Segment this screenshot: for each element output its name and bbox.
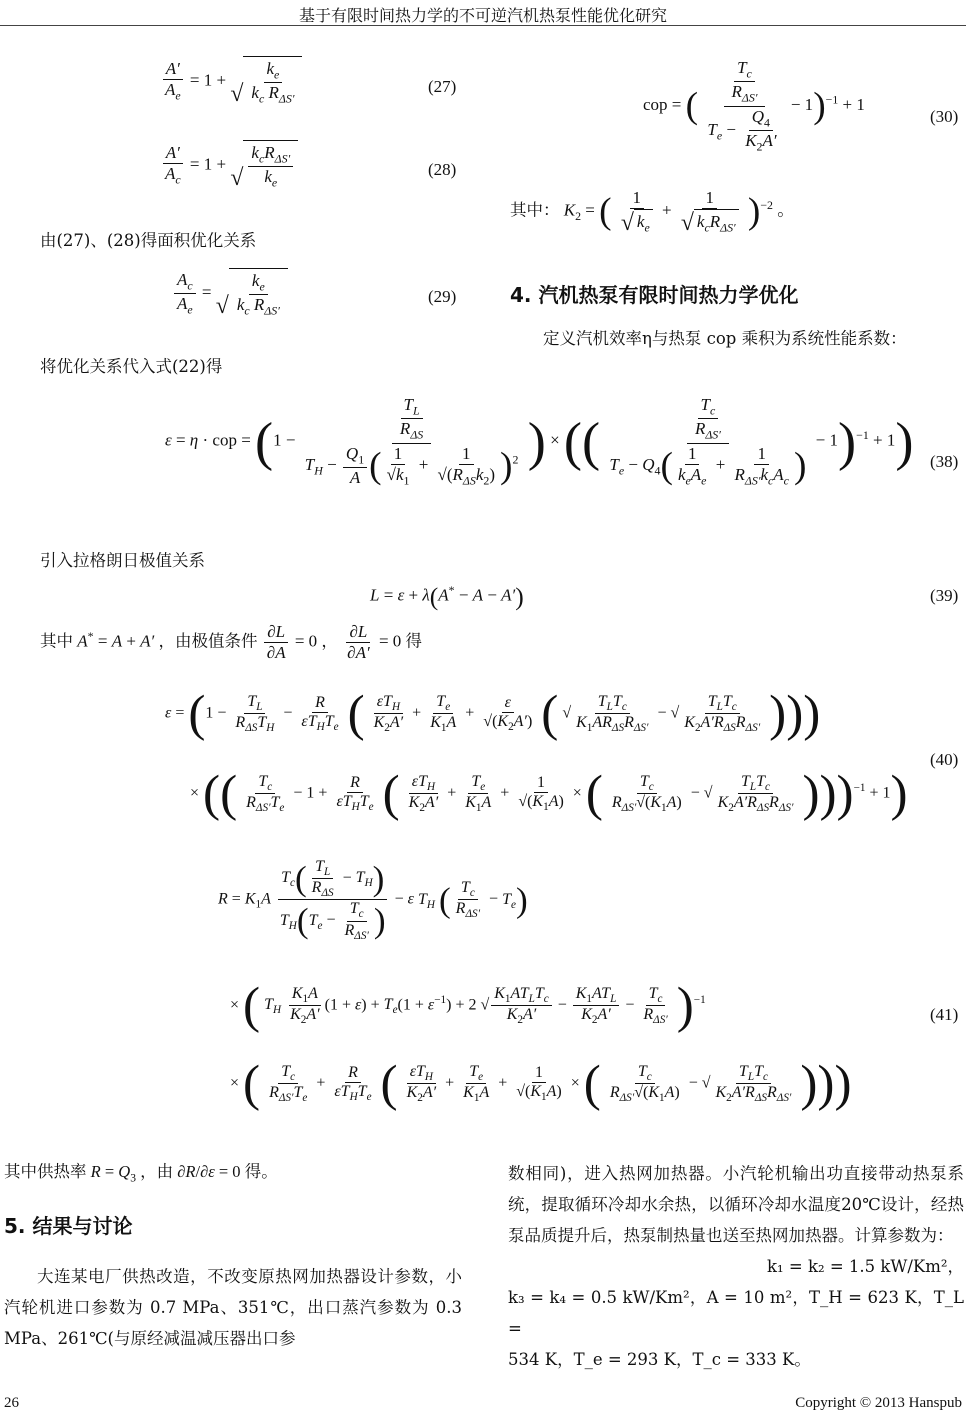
text-after-29: 将优化关系代入式(22)得	[40, 357, 223, 376]
section-5-left-text: 大连某电厂供热改造，不改变原热网加热器设计参数，小汽轮机进口参数为 0.7 MPa、351℃，出口蒸汽参数为 0.3 MPa、261℃(与原经减温减压器出口参	[4, 1267, 462, 1348]
equation-40-line1: ε = (1 − $\frac{T_L}{R_{\Delta S}T_H}$ − $\frac{R}{\varepsilon T_HT_e}$ ( $\frac{\varepsilon T_H}{K_2A'}$ + $\frac{T_e}{K_1A}$ + $\frac{\varepsilon}{√(K_2A')}$ ( √ $\frac{T_LT_c}{K_1AR_{\Delta S}R_{\Delta S'}}$ − √ $\frac{T_LT_c}{K_2A'R_{\Delta S}R_{\Delta S'}}$ )))	[165, 685, 821, 742]
running-header: 基于有限时间热力学的不可逆汽机热泵性能优化研究	[298, 6, 667, 25]
section-4-title: 4. 汽机热泵有限时间热力学优化	[510, 283, 799, 307]
extremum-condition-line: 其中 A* = A + A′ ，由极值条件 $\frac{\partial L}{\partial A}$ = 0 ， $\frac{\partial L}{\partial A'}$ = 0 得	[40, 622, 423, 662]
eq-number-41: (41)	[930, 1005, 959, 1024]
equation-41-line2: × ( $T_H$ $\frac{K_1A}{K_2A'}$ $(1 + \varepsilon) + T_e(1 + \varepsilon^{-1}) + 2$ √ $\frac{K_1AT_LT_c}{K_2A'}$ − $\frac{K_1AT_L}{K_2A'}$ − $\frac{T_c}{R_{\Delta S'}}$ )$^{-1}$	[230, 977, 706, 1034]
equation-40-line2: × (( $\frac{T_c}{R_{\Delta S'}T_e}$ − 1 + $\frac{R}{\varepsilon T_HT_e}$ ( $\frac{\varepsilon T_H}{K_2A'}$ + $\frac{T_e}{K_1A}$ + $\frac{1}{√(K_1A)}$ × ( $\frac{T_c}{R_{\Delta S'}√(K_1A)}$ − √ $\frac{T_LT_c}{K_2A'R_{\Delta S}R_{\Delta S'}}$ )))$^{-1}$ + 1)	[190, 765, 908, 822]
lagrange-intro: 引入拉格朗日极值关系	[40, 551, 205, 570]
equation-38: ε = η · cop = (1 − $\frac{T_L}{R_{\Delta S}}$ $T_H$ − $\frac{Q_1}{A}$ ( $\frac{1}{√k_1}$ + $\frac{1}{√(R_{\Delta S}k_2)}$ )$^2$ ) × (( $\frac{T_c}{R_{\Delta S'}}$ $T_e - Q_4$( $\frac{1}{k_eA_e}$ + $\frac{1}{R_{\Delta S'}k_cA_c}$ ) − 1)$^{-1}$ + 1)	[165, 395, 914, 488]
equation-39: L = ε + λ(A* − A − A′)	[370, 582, 524, 611]
heat-supply-suffix: 得。	[244, 1162, 278, 1181]
equation-29: $\frac{A_c}{A_e}$ = √ $\frac{k_e}{k_c R_{\Delta S'}}$	[172, 268, 288, 319]
section-5-left-paragraph	[4, 1261, 462, 1354]
extremum-suffix: 得	[405, 631, 423, 651]
text-area-relation	[40, 225, 470, 256]
copyright: Copyright © 2013 Hanspub	[795, 1395, 962, 1411]
eq-number-40: (40)	[930, 750, 959, 769]
section-5-title: 5. 结果与讨论	[4, 1214, 133, 1238]
extremum-mid: ，由极值条件	[158, 631, 258, 651]
section-5-right-text: 数相同)，进入热网加热器。小汽轮机输出功直接带动热泵系统，提取循环冷却水余热，以循环冷却水温度20℃设计，经热泵品质提升后，热泵制热量也送至热网加热器。计算参数为：	[508, 1164, 964, 1245]
eq-number-29: (29)	[428, 287, 457, 306]
equation-28: $\frac{A'}{A_c}$ = 1 + √ $\frac{k_cR_{\Delta S'}}{k_e}$	[160, 140, 298, 191]
equation-41-line1: $R = K_1A$ $T_c$( $\frac{T_L}{R_{\Delta S}}$ − $T_H$) $T_H(T_e$ − $\frac{T_c}{R_{\Delta S'}}$ ) − ε $T_H$ ( $\frac{T_c}{R_{\Delta S'}}$ − $T_e$)	[218, 858, 528, 942]
eq-number-27: (27)	[428, 77, 457, 96]
header-rule	[0, 25, 966, 26]
text-after-28: 由(27)、(28)得面积优化关系	[40, 231, 257, 250]
section-4-paragraph	[510, 323, 964, 354]
equation-30: cop = ( $\frac{T_c}{R_{\Delta S'}}$ $T_e$ − $\frac{Q_4}{K_2A'}$ − 1)$^{-1}$ + 1	[643, 58, 865, 154]
heat-supply-line: 其中供热率 $R = Q_3$ ，由 ∂R/∂ε = 0 得。	[4, 1162, 278, 1185]
eq-number-30: (30)	[930, 107, 959, 126]
equation-41-line3: × ( $\frac{T_c}{R_{\Delta S'}T_e}$ + $\frac{R}{\varepsilon T_HT_e}$ ( $\frac{\varepsilon T_H}{K_2A'}$ + $\frac{T_e}{K_1A}$ + $\frac{1}{√(K_1A)}$ × ( $\frac{T_c}{R_{\Delta S'}√(K_1A)}$ − √ $\frac{T_LT_c}{K_2A'R_{\Delta S}R_{\Delta S'}}$ )))	[230, 1055, 852, 1112]
eq-number-38: (38)	[930, 452, 959, 471]
section-4-text: 定义汽机效率η与热泵 cop 乘积为系统性能系数：	[543, 329, 907, 348]
param-k34: k₃ = k₄ = 0.5 kW/Km²，A = 10 m²，T_H = 623 K，T_L =	[508, 1288, 964, 1338]
extremum-sep: ，	[321, 631, 338, 651]
heat-supply-prefix: 其中供热率	[4, 1162, 87, 1181]
text-period: 。	[777, 200, 795, 221]
k2-definition: 其中： $K_2$ = ( 1 √ $k_e$ + 1 √ $k_cR_{\Delta S'}$ )$^{-2}$ 。	[510, 188, 795, 236]
extremum-prefix: 其中	[40, 631, 73, 651]
page-number: 26	[4, 1395, 19, 1411]
param-last: 534 K，T_e = 293 K，T_c = 333 K。	[508, 1350, 811, 1369]
text-substitution	[40, 351, 470, 382]
eq-number-39: (39)	[930, 586, 959, 605]
heat-supply-mid: ，由	[140, 1162, 174, 1181]
text-where: 其中：	[510, 200, 560, 220]
param-k12: k₁ = k₂ = 1.5 kW/Km²，	[767, 1257, 964, 1276]
lagrange-intro-block	[40, 545, 470, 576]
section-5-right-paragraph	[508, 1158, 964, 1375]
eq-number-28: (28)	[428, 160, 457, 179]
equation-27: $\frac{A'}{A_e}$ = 1 + √ $\frac{k_e}{k_c R_{\Delta S'}}$	[160, 56, 302, 107]
